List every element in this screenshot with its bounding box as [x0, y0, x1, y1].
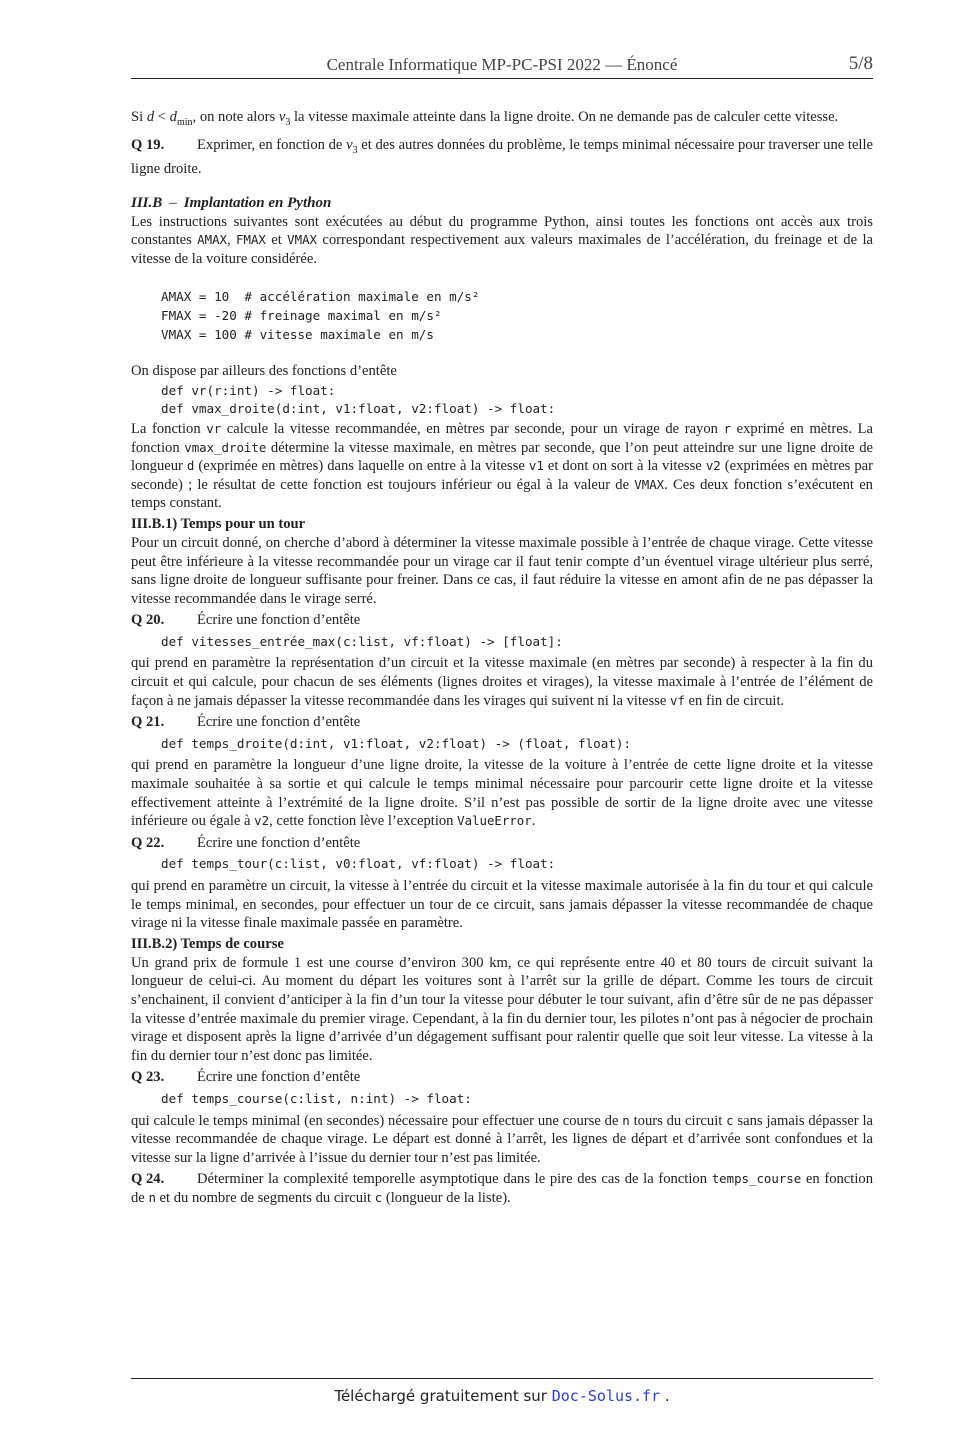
footer-text: Téléchargé gratuitement sur	[334, 1387, 552, 1405]
question-20: Q 20. Écrire une fonction d’entête	[131, 612, 361, 629]
question-20-description: qui prend en paramètre la représentation d’un circuit et la vitesse maximale (en mètres par seconde) à respecter à la fin du circuit et qui calcule, pour chacun de ses éléments (lignes droites et virages), la vitesse maximale à l’entrée de l’élément de façon à ne jamais dépasser la vitesse recommandée dans les virages qui suivent ni la vitesse vf en fin de circuit.	[131, 655, 873, 709]
page-content	[131, 79, 873, 1208]
page-number: 5/8	[848, 53, 873, 74]
question-number: Q 19.	[131, 136, 165, 153]
code-line: def vr(r:int) -> float:	[161, 382, 336, 398]
course-paragraph: Un grand prix de formule 1 est une course d’environ 300 km, ce qui représente entre 40 et 80 tours de circuit suivant la longueur de celui-ci. Au moment du départ les voitures sont à l’arrêt sur la grille de départ. Comme les tours de circuit s’enchainent, il convient d’anticiper à la fin d’un tour la vitesse pour débuter le tour suivant, afin d’être sûr de ne pas dépasser la vitesse d’entrée maximale du premier virage. Cependant, à la fin du dernier tour, les pilotes n’ont pas à négocier de prochain virage et disposent après la ligne d’arrivée d’un dégagement suffisant pour ralentir quelle que soit leur vitesse. La vitesse à la fin du dernier tour n’est donc pas limitée.	[131, 954, 873, 1064]
functions-paragraph: La fonction vr calcule la vitesse recommandée, en mètres par seconde, pour un virage de rayon r exprimé en mètres. La fonction vmax_droite détermine la vitesse maximale, en mètres par seconde, que l’on peut atteindre sur une ligne droite de longueur d (exprimée en mètres) dans laquelle on entre à la vitesse v1 et dont on sort à la vitesse v2 (exprimées en mètres par seconde) ; le résultat de cette fonction est toujours inférieur ou égal à la valeur de VMAX. Ces deux fonction s’exécutent en temps constant.	[131, 420, 874, 512]
doc-solus-link[interactable]: Doc-Solus.fr	[551, 1387, 661, 1405]
header-title: Centrale Informatique MP-PC-PSI 2022 — Énoncé	[326, 55, 678, 74]
question-23: Q 23. Écrire une fonction d’entête	[131, 1069, 361, 1086]
question-22: Q 22. Écrire une fonction d’entête	[131, 834, 361, 851]
question-number: Q 22.	[131, 834, 165, 851]
intro-paragraph: Si $d < d_{min}$, on note alors $v_3$ la vitesse maximale atteinte dans la ligne droite. On ne demande pas de calculer cette vitesse.	[131, 109, 839, 128]
code-line: def temps_tour(c:list, v0:float, vf:float) -> float:	[161, 856, 556, 872]
code-line: def vmax_droite(d:int, v1:float, v2:float) -> float:	[161, 401, 556, 417]
code-line: FMAX = -20 # freinage maximal en m/s²	[161, 307, 442, 323]
subsection-heading: III.B.2) Temps de course	[131, 935, 284, 952]
question-22-description: qui prend en paramètre un circuit, la vitesse à l’entrée du circuit et la vitesse maximale autorisée à la fin du tour et qui calcule le temps minimal, en secondes, pour effectuer un tour de ce circuit, sans jamais dépasser la vitesse recommandée de chaque virage ni la vitesse finale maximale passée en paramètre.	[131, 878, 873, 932]
code-line: def vitesses_entrée_max(c:list, vf:float) -> [float]:	[161, 633, 563, 649]
page-footer: Téléchargé gratuitement sur Doc-Solus.fr .	[131, 1378, 873, 1405]
question-21-description: qui prend en paramètre la longueur d’une ligne droite, la vitesse de la voiture à l’entrée de cette ligne droite et la vitesse maximale souhaitée à sa sortie et qui calcule le temps minimal nécessaire pour parcourir cette ligne droite et la vitesse effectivement atteinte à l’extrémité de la ligne droite. S’il n’est pas possible de sortir de la ligne droite avec une vitesse inférieure ou égale à v2, cette fonction lève l’exception ValueError.	[131, 757, 873, 830]
question-number: Q 24.	[131, 1171, 165, 1188]
tour-paragraph: Pour un circuit donné, on cherche d’abord à déterminer la vitesse maximale possible à l’entrée de chaque virage. Cette vitesse peut être inférieure à la vitesse recommandée pour un virage car il faut tenir compte d’un éventuel virage ultérieur plus serré, sans ligne droite de longueur suffisante pour freiner. Dans ce cas, il faut réduire la vitesse en amont afin de ne pas dépasser la vitesse recommandée dans le virage serré.	[131, 534, 873, 607]
question-number: Q 20.	[131, 612, 165, 629]
constants-paragraph: Les instructions suivantes sont exécutées au début du programme Python, ainsi toutes les fonctions ont accès aux trois constantes AMAX, FMAX et VMAX correspondant respectivement aux valeurs maximales de l’accélération, du freinage et de la vitesse de la voiture considérée.	[131, 213, 873, 267]
section-heading: III.B – Implantation en Python	[131, 194, 332, 211]
code-line: AMAX = 10 # accélération maximale en m/s²	[161, 289, 480, 305]
page	[131, 52, 873, 1208]
question-19: Q 19. Exprimer, en fonction de $v_3$ et des autres données du problème, le temps minimal nécessaire pour traverser une telle ligne droite.	[131, 136, 874, 177]
constants-code-block	[131, 288, 873, 344]
code-line: VMAX = 100 # vitesse maximale en m/s	[161, 326, 434, 342]
page-header	[131, 52, 873, 79]
subsection-heading: III.B.1) Temps pour un tour	[131, 515, 306, 532]
code-line: def temps_course(c:list, n:int) -> float:	[161, 1090, 472, 1106]
code-line: def temps_droite(d:int, v1:float, v2:float) -> (float, float):	[161, 735, 632, 751]
question-number: Q 23.	[131, 1069, 165, 1086]
question-24: Q 24. Déterminer la complexité temporelle asymptotique dans le pire des cas de la fonction temps_course en fonction de n et du nombre de segments du circuit c (longueur de la liste).	[131, 1171, 873, 1206]
question-21: Q 21. Écrire une fonction d’entête	[131, 714, 361, 731]
question-number: Q 21.	[131, 714, 165, 731]
question-23-description: qui calcule le temps minimal (en secondes) nécessaire pour effectuer une course de n tours du circuit c sans jamais dépasser la vitesse recommandée de chaque virage. Le départ est donné à l’arrêt, les lignes de départ et d’arrivée sont confondues et la vitesse sur la ligne d’arrivée à l’issue du dernier tour n’est pas limitée.	[131, 1112, 873, 1166]
dispose-paragraph: On dispose par ailleurs des fonctions d’entête	[131, 363, 397, 380]
